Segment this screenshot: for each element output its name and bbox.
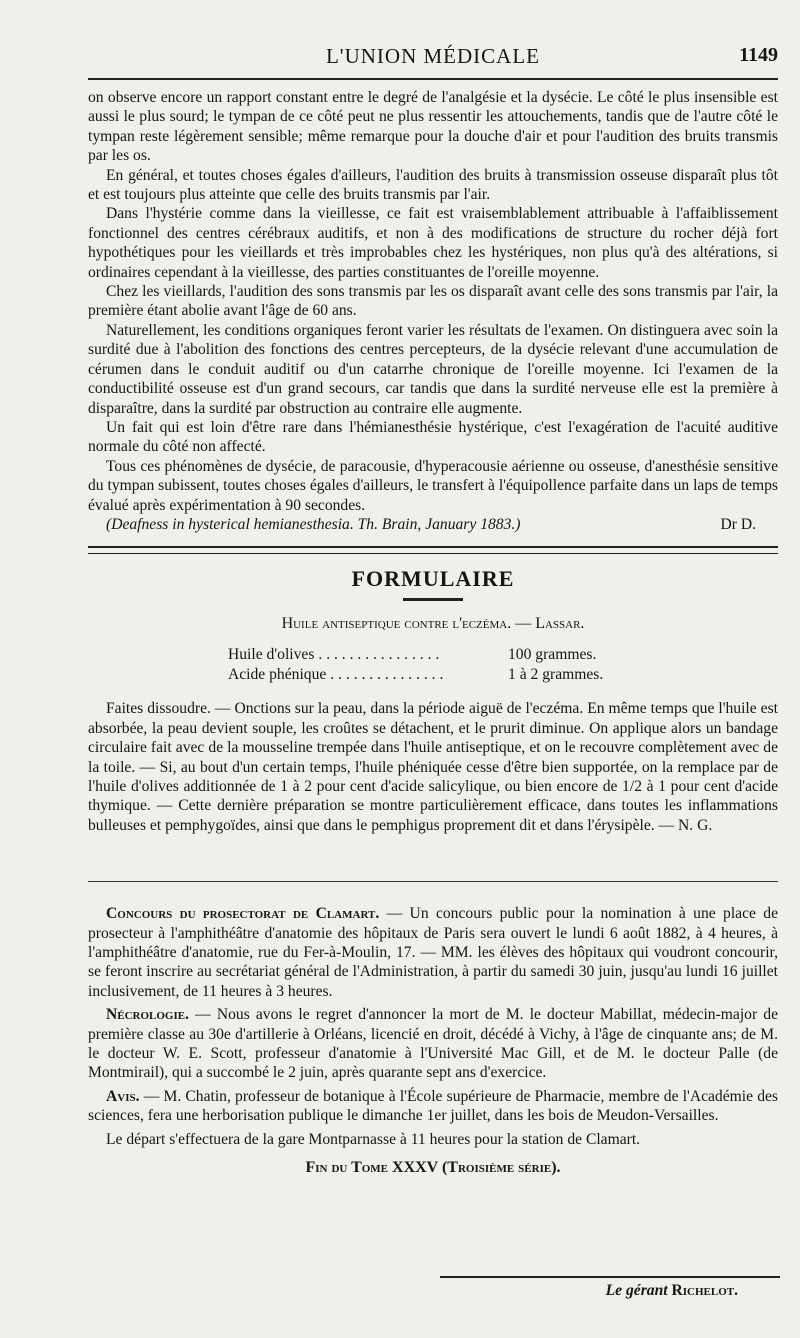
ingredient-row xyxy=(228,645,648,665)
notices-divider xyxy=(88,881,778,882)
notice-lead: Avis. xyxy=(106,1087,140,1105)
header-rule xyxy=(88,78,778,80)
signature-rule xyxy=(440,1276,780,1278)
article-paragraph: Un fait qui est loin d'être rare dans l'hémianesthésie hystérique, c'est l'exagération de l'acuité auditive normale du côté non affecté. xyxy=(88,418,778,456)
section-title: FORMULAIRE xyxy=(351,566,515,592)
title-underline xyxy=(403,598,463,601)
page-body xyxy=(88,88,778,1177)
recipe-ingredients xyxy=(228,645,648,685)
article-paragraph: Chez les vieillards, l'audition des sons transmis par les os disparaît avant celle des sons transmis par l'air, la première étant abolie avant l'âge de 60 ans. xyxy=(88,283,778,320)
ingredient-name: Huile d'olives xyxy=(228,646,315,664)
notice-concours xyxy=(88,904,778,1001)
recipe-instructions: Faites dissoudre. — Onctions sur la peau, dans la période aiguë de l'eczéma. En même temps que l'huile est absorbée, la peau devient souple, les croûtes se détachent, et le prurit diminue. On applique alors un bandage circulaire fait avec de la mousseline trempée dans l'huile antiseptique, et on le recouvre complètement avec de la toile. — Si, au bout d'un certain temps, l'huile phéniquée cesse d'être bien supportée, on la remplace par de l'huile d'olives additionnée de 1 à 2 pour cent d'acide salicylique, ou bien encore de 1/2 à 1 pour cent d'acide thymique. — Cette dernière préparation se montre particulièrement efficace, dans toutes les inflammations bulleuses et pemphygoïdes, ainsi que dans le pemphigus proprement dit et dans l'érysipèle. — N. G. xyxy=(88,700,778,834)
article-text xyxy=(88,88,778,534)
end-of-volume: Fin du Tome XXXV (Troisième série). xyxy=(305,1159,561,1177)
dot-leader: . . . . . . . . . . . . . . . xyxy=(330,666,444,684)
page-header xyxy=(88,40,778,80)
article-paragraph: on observe encore un rapport constant entre le degré de l'analgésie et la dysécie. Le côté le plus insensible est aussi le plus sourd; le tympan de ce côté peut ne plus ressentir les attouchements, tandis que de l'autre côté le tympan reste légèrement sensible; même remarque pour la douche d'air et pour l'audition des bruits transmis par les os. xyxy=(88,89,778,165)
notice-text: — Nous avons le regret d'annoncer la mort de M. le docteur Mabillat, médecin-major de première classe au 30e d'artillerie à Orléans, licencié en droit, décédé à Vichy, à l'âge de cinquante ans; de M. le docteur W. E. Scott, professeur d'anatomie à l'Université Mac Gill, et de M. le docteur Palle (de Montmirail), qui a succombé le 2 juin, après quarante sept ans d'exercice. xyxy=(88,1006,778,1082)
ingredient-quantity: 1 à 2 grammes. xyxy=(508,666,604,684)
page-number: 1149 xyxy=(739,44,778,66)
recipe-title: Huile antiseptique contre l'eczéma. — Lassar. xyxy=(281,615,585,633)
notices-section xyxy=(88,904,778,1177)
citation-source: (Deafness in hysterical hemianesthesia. Th. Brain, January 1883.) xyxy=(106,515,521,533)
notice-lead: Concours du prosectorat de Clamart. xyxy=(106,905,380,923)
departure-note: Le départ s'effectuera de la gare Montparnasse à 11 heures pour la station de Clamart. xyxy=(106,1130,641,1148)
ingredient-quantity: 100 grammes. xyxy=(508,646,597,664)
notice-text: — M. Chatin, professeur de botanique à l'École supérieure de Pharmacie, membre de l'Académie des sciences, fera une herborisation publique le dimanche 1er juillet, dans les bois de Meudon-Versailles. xyxy=(88,1087,778,1125)
notice-necrologie xyxy=(88,1005,778,1083)
dot-leader: . . . . . . . . . . . . . . . . xyxy=(318,646,440,664)
article-paragraph: Dans l'hystérie comme dans la vieillesse, ce fait est vraisemblablement attribuable à l'affaiblissement fonctionnel des centres cérébraux auditifs, et non à des modifications de structure du rocher déjà fort hypothétiques pour les vieillards et très improbables chez les hystériques, non plus qu'à des altérations, si ordinaires cependant à la vieillesse, des parties constituantes de l'oreille moyenne. xyxy=(88,205,778,281)
citation-author: Dr D. xyxy=(720,515,756,533)
article-citation xyxy=(88,515,778,534)
section-divider xyxy=(88,546,778,554)
signature-role: Le gérant xyxy=(605,1282,668,1299)
signature xyxy=(606,1282,738,1300)
notice-text: — Un concours public pour la nomination à une place de prosecteur à l'amphithéâtre d'anatomie des hôpitaux de Paris sera ouvert le lundi 6 août 1882, à 4 heures, à l'amphithéâtre d'anatomie, rue du Fer-à-Moulin, 17. — MM. les élèves des hôpitaux qui voudront concourir, se feront inscrire au secrétariat général de l'Administration, à partir du samedi 30 juin, jusqu'au lundi 16 juillet inclusivement, de 11 heures à 3 heures. xyxy=(88,905,778,1000)
article-paragraph: En général, et toutes choses égales d'ailleurs, l'audition des bruits à transmission osseuse disparaît plus tôt et est toujours plus atteinte que celle des bruits transmis par l'air. xyxy=(88,166,778,204)
signature-name: Richelot. xyxy=(671,1282,738,1299)
notice-avis xyxy=(88,1087,778,1126)
notice-lead: Nécrologie. xyxy=(106,1006,190,1024)
formulaire-section xyxy=(88,566,778,835)
article-paragraph: Naturellement, les conditions organiques feront varier les résultats de l'examen. On distinguera avec soin la surdité due à l'abolition des fonctions des centres percepteurs, de la dysécie relevant d'une accumulation de cérumen dans le conduit auditif ou d'un catarrhe chronique de l'oreille moyenne. Ici l'examen de la conductibilité osseuse est d'un grand secours, car tandis que dans la surdité nerveuse elle est la première à disparaître, dans la surdité par obstruction au contraire elle augmente. xyxy=(88,321,778,417)
article-paragraph: Tous ces phénomènes de dysécie, de paracousie, d'hyperacousie aérienne ou osseuse, d'anesthésie sensitive du tympan subissent, toutes choses égales d'ailleurs, le transfert à l'équipollence parfaite dans un laps de temps évalué après expérimentation à 90 secondes. xyxy=(88,457,778,514)
ingredient-row xyxy=(228,665,648,685)
ingredient-name: Acide phénique xyxy=(228,666,327,684)
running-title: L'UNION MÉDICALE xyxy=(325,44,540,68)
